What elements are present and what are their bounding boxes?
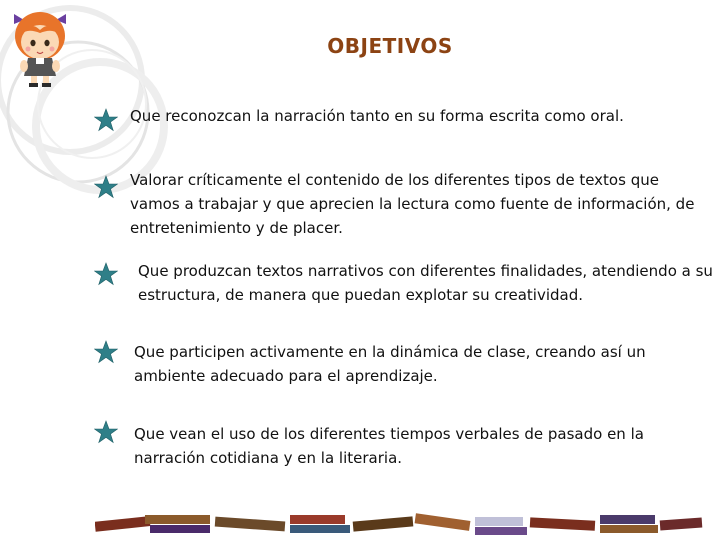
star-bullet-icon <box>94 340 118 364</box>
star-bullet-icon <box>94 175 118 199</box>
objective-1: Que reconozcan la narración tanto en su forma escrita como oral. <box>130 107 624 125</box>
books-border <box>95 505 705 541</box>
objective-4: Que participen activamente en la dinámica de clase, creando así un ambiente adecuado para el aprendizaje. <box>134 343 646 385</box>
objective-5: Que vean el uso de los diferentes tiempos verbales de pasado en la narración cotidiana y en la literaria. <box>134 425 644 467</box>
objective-2: Valorar críticamente el contenido de los diferentes tipos de textos que vamos a trabajar y que aprecien la lectura como fuente de información, de entretenimiento y de placer. <box>130 171 695 237</box>
star-bullet-icon <box>94 420 118 444</box>
star-bullet-icon <box>94 262 118 286</box>
girl-illustration <box>0 0 80 90</box>
star-bullet-icon <box>94 108 118 132</box>
objective-3: Que produzcan textos narrativos con diferentes finalidades, atendiendo a su estructura, de manera que puedan explotar su creatividad. <box>138 262 713 304</box>
slide-title: OBJETIVOS <box>327 34 453 58</box>
